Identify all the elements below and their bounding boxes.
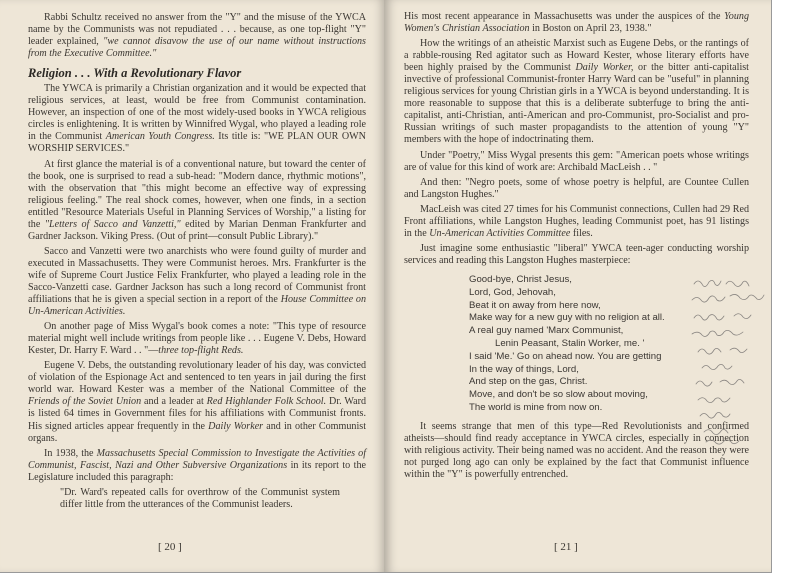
poem-line: The world is mine from now on. [469,401,603,413]
poem-line: And step on the gas, Christ. [469,376,588,388]
page-edge [771,0,772,573]
paragraph: Rabbi Schultz received no answer from the "Y" and the misuse of the YWCA name by the Communists was not repudiated . . . because, as one top-flight "Y" leader explained, "we cannot disavow the use of our name without instructions from the Executive Committee." [28,12,366,60]
section-heading: Religion . . . With a Revolutionary Flavor [28,66,242,81]
paragraph: At first glance the material is of a conventional nature, but toward the center of the book, one is surprised to read a sub-head: "Modern dance, rhythmic motions", with the observation that "this might become an effective way of expressing religious feeling." The real shock comes, however, when one finds, in a section entitled "Resource Materials Useful in Planning Services of Worship," a listing for the "Letters of Sacco and Vanzetti," edited by Marian Denman Frankfurter and Gardner Jackson. Viking Press. (Out of print—consult Public Library)." [28,158,366,242]
left-page [0,0,384,573]
paragraph: Just imagine some enthusiastic "liberal" YWCA teen-ager conducting worship services and reading this Langston Hughes masterpiece: [404,242,749,266]
poem-line: In the way of things, Lord, [469,363,579,375]
poem-line: Lenin Peasant, Stalin Worker, me. ' [495,337,645,349]
page-number: [ 20 ] [158,541,182,553]
paragraph: The YWCA is primarily a Christian organization and it would be expected that religious services, at least, would be free from Communist contamination. However, an inspection of one of the most widely-used books in YWCA religious circles is enlightening. It is written by Winnifred Wygal, who played a leading role in the Communist American Youth Congress. Its title is: "WE PLAN OUR OWN WORSHIP SERVICES." [28,83,366,155]
paragraph: Eugene V. Debs, the outstanding revolutionary leader of his day, was convicted of violation of the Espionage Act and sentenced to ten years in jail during the first world war. Howard Kester was a member of the National Committee of the Friends of the Soviet Union and a leader at Red Highlander Folk School. Dr. Ward is listed 64 times in Government files for his affiliations with Communist fronts. His signed articles appear frequently in the Daily Worker and in other Communist organs. [28,360,367,444]
paragraph: In 1938, the Massachusetts Special Commission to Investigate the Activities of Communist, Fascist, Nazi and Other Subversive Organizations in its report to the Legislature included this paragraph: [28,447,366,483]
paragraph: His most recent appearance in Massachusetts was under the auspices of the Young Women's Christian Association in Boston on April 23, 1938." [404,11,749,35]
page-number: [ 21 ] [554,541,578,553]
paragraph: And then: "Negro poets, some of whose poetry is helpful, are Countee Cullen and Langston Hughes." [404,176,749,200]
poem-line: Beat it on away from here now, [469,299,601,311]
poem-line: Move, and don't be so slow about moving, [469,389,648,401]
paragraph: It seems strange that men of this type—Red Revolutionists and confirmed atheists—should find ready acceptance in YWCA circles, especially in connection with religious activity. Their being named was no accident. And the reason they were not purged long ago can only be explained by the fact that Communist influence within the "Y" is powerfully entrenched. [404,420,749,480]
poem-line: Lord, God, Jehovah, [469,286,556,298]
paragraph: Under "Poetry," Miss Wygal presents this gem: "American poets whose writings are of value for this kind of work are: Archibald MacLeish . . " [404,149,749,173]
handwritten-margin-note [690,276,776,446]
left-page-text [28,12,366,511]
paragraph: MacLeish was cited 27 times for his Communist connections, Cullen had 29 Red Front affiliations, while Langston Hughes, leading Communist poet, has 91 listings in the Un-American Activities Committee files. [404,203,749,239]
paragraph: How the writings of an atheistic Marxist such as Eugene Debs, or the rantings of a rabble-rousing Red agitator such as Howard Kester, whose literary efforts have been highly praised by the Communist Daily Worker, or the bitter anti-capitalist invective of professional Communist-fronter Harry Ward can be "useful" in planning religious services for young Christian girls in a YWCA is beyond understanding. It is more reasonable to suppose that this is a deliberate subterfuge to bring the anti-capitalist, anti-Christian, anti-American and pro-Communist, pro-Socialist and pro-Russian writings of such master propagandists to the attention of young "Y" members with the hope of indoctrinating them. [404,38,749,146]
poem-line: Good-bye, Christ Jesus, [469,273,572,285]
paragraph: On another page of Miss Wygal's book comes a note: "This type of resource material might well include writings from people like . . . Eugene V. Debs, Howard Kester, Dr. Harry F. Ward . . "—three top-flight Reds. [28,321,366,357]
block-quote: "Dr. Ward's repeated calls for overthrow of the Communist system differ little from the utterances of the Communist leaders. [60,486,340,510]
poem-line: I said 'Me.' Go on ahead now. You are getting [469,350,662,362]
paragraph: Sacco and Vanzetti were two anarchists who were found guilty of murder and executed in Massachusetts. They were Communist heroes. Mrs. Frankfurter is the wife of Supreme Court Justice Felix Frankfurter, who played a leading role in the Sacco-Vanzetti case. Gardner Jackson has such a long record of Communist front affiliations that he is given a special section in a report of the House Committee on Un-American Activities. [28,245,367,318]
page-edge [0,572,772,573]
poem-line: A real guy named 'Marx Communist, [469,325,624,337]
poem-line: Make way for a new guy with no religion at all. [469,312,665,324]
